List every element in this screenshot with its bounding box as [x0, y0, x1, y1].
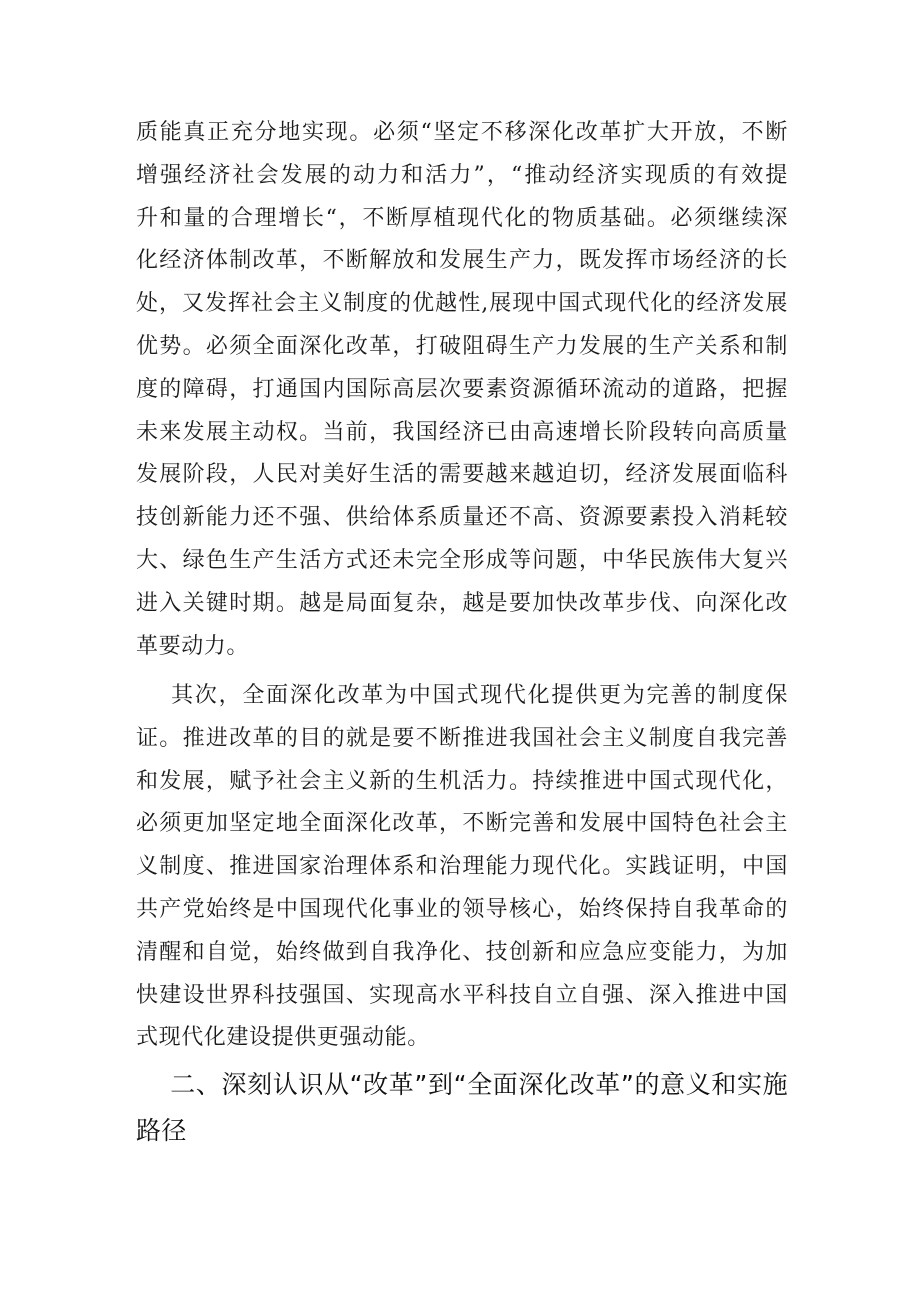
paragraph-line: 技创新能力还不强、供给体系质量还不高、资源要素投入消耗较: [136, 505, 788, 531]
paragraph-1: [136, 112, 788, 668]
paragraph-line: 化经济体制改革，不断解放和发展生产力，既发挥市场经济的长: [136, 248, 788, 274]
paragraph-line: 大、绿色生产生活方式还未完全形成等问题，中华民族伟大复兴: [136, 547, 788, 573]
heading-line: 二、深刻认识从“改革”到“全面深化改革”的意义和实施: [136, 1070, 788, 1099]
paragraph-line: 质能真正充分地实现。必须“坚定不移深化改革扩大开放，不断: [136, 120, 788, 145]
paragraph-line: 式现代化建设提供更强动能。: [136, 1025, 430, 1051]
paragraph-line: 革要动力。: [136, 633, 250, 659]
paragraph-line: 处，又发挥社会主义制度的优越性,展现中国式现代化的经济发展: [136, 291, 788, 317]
paragraph-line: 其次，全面深化改革为中国式现代化提供更为完善的制度保: [136, 683, 788, 708]
paragraph-line: 快建设世界科技强国、实现高水平科技自立自强、深入推进中国: [136, 982, 788, 1008]
paragraph-line: 和发展，赋予社会主义新的生机活力。持续推进中国式现代化，: [136, 768, 788, 794]
paragraph-line: 必须更加坚定地全面深化改革，不断完善和发展中国特色社会主: [136, 811, 788, 837]
paragraph-line: 义制度、推进国家治理体系和治理能力现代化。实践证明，中国: [136, 854, 788, 880]
paragraph-2: [136, 675, 788, 1060]
section-heading: [136, 1062, 788, 1154]
paragraph-line: 进入关键时期。越是局面复杂，越是要加快改革步伐、向深化改: [136, 590, 788, 616]
paragraph-line: 优势。必须全面深化改革，打破阻碍生产力发展的生产关系和制: [136, 333, 788, 359]
paragraph-line: 证。推进改革的目的就是要不断推进我国社会主义制度自我完善: [136, 725, 788, 751]
paragraph-line: 增强经济社会发展的动力和活力”，“推动经济实现质的有效提: [136, 162, 788, 188]
paragraph-line: 清醒和自觉，始终做到自我净化、技创新和应急应变能力，为加: [136, 939, 788, 965]
paragraph-line: 未来发展主动权。当前，我国经济已由高速增长阶段转向高质量: [136, 419, 788, 445]
paragraph-line: 度的障碍，打通国内国际高层次要素资源循环流动的道路，把握: [136, 376, 788, 402]
paragraph-line: 发展阶段，人民对美好生活的需要越来越迫切，经济发展面临科: [136, 462, 788, 488]
heading-line: 路径: [136, 1116, 187, 1145]
paragraph-line: 升和量的合理增长“，不断厚植现代化的物质基础。必须继续深: [136, 205, 788, 231]
paragraph-line: 共产党始终是中国现代化事业的领导核心，始终保持自我革命的: [136, 896, 788, 922]
